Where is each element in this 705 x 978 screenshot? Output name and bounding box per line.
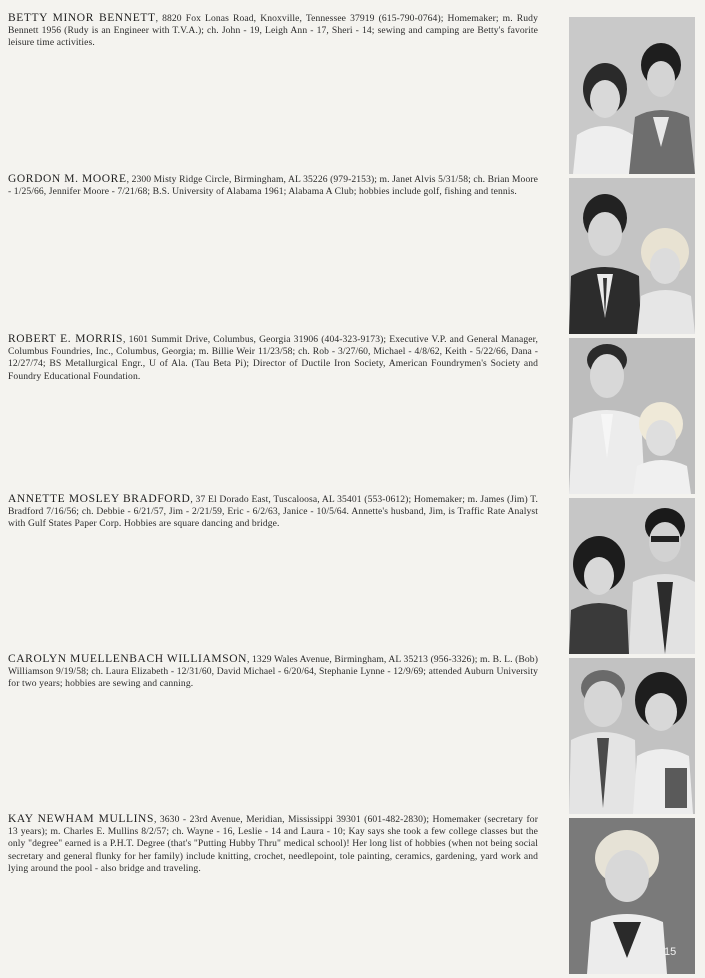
entry-details: , 37 El Dorado East, Tuscaloosa, AL 35401 (553-0612); Homemaker; m. James (Jim) T. Bradford 7/16/56; ch. Debbie - 6/21/57, Jim - 2/21/59, Eric - 6/2/63, Janice - 10/5/64. Annette's husband, Jim, is Traffic Rate Analyst with Gulf States Paper Corp. Hobbies are square dancing and bridge. (8, 494, 538, 530)
entry-name: ANNETTE MOSLEY BRADFORD (8, 493, 191, 505)
entry-name: CAROLYN MUELLENBACH WILLIAMSON (8, 653, 248, 665)
entry-details: , 2300 Misty Ridge Circle, Birmingham, AL 35226 (979-2153); m. Janet Alvis 5/31/58; ch. Brian Moore - 1/25/66, Jennifer Moore - 7/21/68; B.S. University of Alabama 1961; Alabama A Club; hobbies include golf, fishing and tennis. (8, 174, 539, 198)
entry-williamson (8, 653, 538, 691)
entry-details: , 1601 Summit Drive, Columbus, Georgia 31906 (404-323-9173); Executive V.P. and General Manager, Columbus Foundries, Inc., Columbus, Georgia; m. Billie Weir 11/23/58; ch. Rob - 3/27/60, Michael - 4/8/62, Keith - 5/22/66, Dana - 12/27/74; BS Metallurgical Engr., U of Ala. (Tau Beta Pi); Director of Ductile Iron Society, American Foundrymen's Society and Foundry Educational Foundation. (8, 334, 538, 382)
entry-details: , 3630 - 23rd Avenue, Meridian, Mississippi 39301 (601-482-2830); Homemaker (secretary for 13 years); m. Charles E. Mullins 8/2/57; ch. Wayne - 16, Leslie - 14 and Laura - 10; Kay says she took a few college classes but the only "degree" earned is a P.H.T. Degree (that's "Putting Hubby Thru" medical school)! Her long list of hobbies (when not being social secretary and general flunky for her family) include knitting, crochet, needlepoint, tole painting, ceramics, gardening, yard work and lying around the pool - also bridge and traveling. (8, 814, 538, 874)
entry-name: BETTY MINOR BENNETT (8, 12, 156, 24)
entry-name: KAY NEWHAM MULLINS (8, 813, 154, 825)
entry-details: , 1329 Wales Avenue, Birmingham, AL 35213 (956-3326); m. B. L. (Bob) Williamson 9/19/58; ch. Laura Elizabeth - 12/31/60, David Michael - 6/20/64, Stephanie Lynne - 12/9/69; attended Auburn University for two years; hobbies are sewing and canning. (8, 654, 538, 690)
entry-mullins (8, 813, 538, 875)
photo-bennett (569, 17, 695, 174)
entry-name: ROBERT E. MORRIS (8, 333, 124, 345)
entry-details: , 8820 Fox Lonas Road, Knoxville, Tennessee 37919 (615-790-0764); Homemaker; m. Rudy Bennett 1956 (Rudy is an Engineer with T.V.A.); ch. John - 19, Leigh Ann - 17, Sheri - 14; sewing and camping are Betty's favorite leisure time activities. (8, 13, 538, 49)
entry-morris (8, 333, 538, 383)
entry-name: GORDON M. MOORE (8, 173, 127, 185)
entry-bennett (8, 12, 538, 50)
photo-bradford (569, 498, 695, 654)
photo-williamson (569, 658, 695, 814)
photo-moore (569, 178, 695, 334)
entry-moore (8, 173, 538, 198)
entry-bradford (8, 493, 538, 531)
photo-morris (569, 338, 695, 494)
page-number: 15 (664, 946, 677, 958)
